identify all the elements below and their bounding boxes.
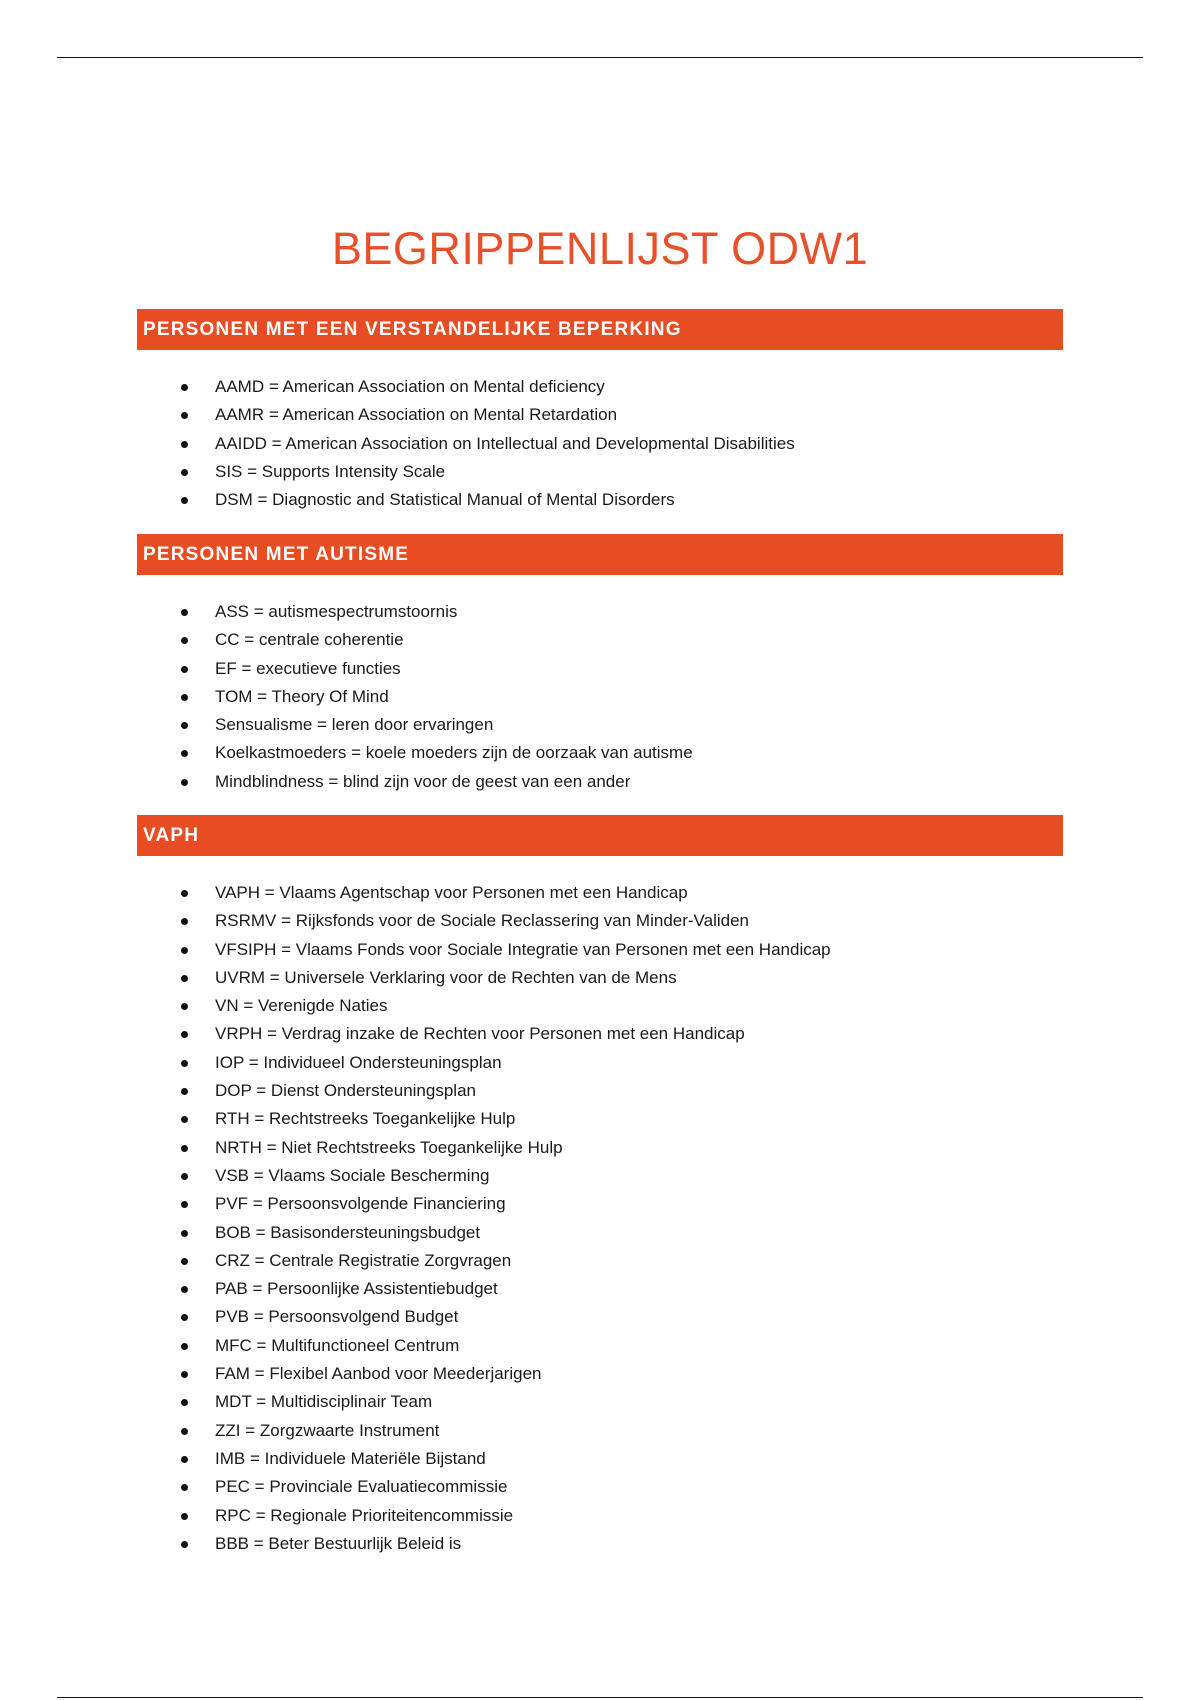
list-item [137,964,1063,992]
term-definition: PEC = Provinciale Evaluatiecommissie [215,1477,508,1497]
list-item [137,1303,1063,1331]
list-item [137,486,1063,514]
term-list [137,879,1063,1558]
bullet-icon [181,890,188,897]
bullet-icon [181,918,188,925]
term-definition: BBB = Beter Bestuurlijk Beleid is [215,1533,462,1553]
bullet-icon [181,469,188,476]
term-definition: DSM = Diagnostic and Statistical Manual of Mental Disorders [215,490,675,510]
bullet-icon [181,975,188,982]
list-item [137,1077,1063,1105]
list-item [137,1445,1063,1473]
section-heading: PERSONEN MET AUTISME [137,534,1063,575]
bullet-icon [181,1286,188,1293]
bullet-icon [181,1060,188,1067]
term-definition: FAM = Flexibel Aanbod voor Meederjarigen [215,1364,542,1384]
bullet-icon [181,637,188,644]
list-item [137,626,1063,654]
bullet-icon [181,947,188,954]
term-definition: AAIDD = American Association on Intellectual and Developmental Disabilities [215,433,795,453]
list-item [137,598,1063,626]
bullet-icon [181,384,188,391]
section-heading: PERSONEN MET EEN VERSTANDELIJKE BEPERKING [137,309,1063,350]
term-definition: PVB = Persoonsvolgend Budget [215,1307,459,1327]
term-definition: PAB = Persoonlijke Assistentiebudget [215,1279,498,1299]
bullet-icon [181,1399,188,1406]
bullet-icon [181,1314,188,1321]
bullet-icon [181,694,188,701]
bullet-icon [181,1371,188,1378]
list-item [137,1134,1063,1162]
list-item [137,992,1063,1020]
section-autisme [137,534,1063,796]
bullet-icon [181,1541,188,1548]
term-definition: SIS = Supports Intensity Scale [215,461,446,481]
term-definition: MDT = Multidisciplinair Team [215,1392,433,1412]
bullet-icon [181,779,188,786]
bullet-icon [181,497,188,504]
bullet-icon [181,1003,188,1010]
term-definition: DOP = Dienst Ondersteuningsplan [215,1081,476,1101]
bullet-icon [181,750,188,757]
list-item [137,458,1063,486]
list-item [137,1473,1063,1501]
bullet-icon [181,1456,188,1463]
list-item [137,1049,1063,1077]
bullet-icon [181,441,188,448]
bullet-icon [181,1145,188,1152]
bottom-rule [57,1697,1143,1698]
term-definition: CRZ = Centrale Registratie Zorgvragen [215,1250,512,1270]
list-item [137,683,1063,711]
top-rule [57,57,1143,58]
term-definition: IOP = Individueel Ondersteuningsplan [215,1052,502,1072]
bullet-icon [181,1201,188,1208]
document-title: BEGRIPPENLIJST ODW1 [331,223,869,274]
term-definition: AAMR = American Association on Mental Retardation [215,405,618,425]
term-definition: Koelkastmoeders = koele moeders zijn de oorzaak van autisme [215,743,693,763]
term-definition: NRTH = Niet Rechtstreeks Toegankelijke Hulp [215,1137,563,1157]
term-definition: EF = executieve functies [215,658,401,678]
list-item [137,1219,1063,1247]
term-definition: MFC = Multifunctioneel Centrum [215,1335,460,1355]
term-definition: RTH = Rechtstreeks Toegankelijke Hulp [215,1109,516,1129]
list-item [137,739,1063,767]
term-definition: PVF = Persoonsvolgende Financiering [215,1194,506,1214]
term-definition: ASS = autismespectrumstoornis [215,602,458,621]
term-definition: BOB = Basisondersteuningsbudget [215,1222,481,1242]
bullet-icon [181,1428,188,1435]
list-item [137,907,1063,935]
section-heading: VAPH [137,815,1063,856]
list-item [137,655,1063,683]
bullet-icon [181,1031,188,1038]
list-item [137,1417,1063,1445]
list-item [137,1020,1063,1048]
term-definition: VAPH = Vlaams Agentschap voor Personen met een Handicap [215,883,688,902]
list-item [137,1502,1063,1530]
bullet-icon [181,1116,188,1123]
list-item [137,768,1063,796]
term-definition: RPC = Regionale Prioriteitencommissie [215,1505,514,1525]
term-definition: IMB = Individuele Materiële Bijstand [215,1448,486,1468]
term-definition: ZZI = Zorgzwaarte Instrument [215,1420,440,1440]
term-definition: VN = Verenigde Naties [215,996,388,1016]
term-definition: VFSIPH = Vlaams Fonds voor Sociale Integratie van Personen met een Handicap [215,939,831,959]
section-verstandelijke-beperking [137,309,1063,514]
list-item [137,430,1063,458]
list-item [137,373,1063,401]
list-item [137,1530,1063,1558]
term-definition: TOM = Theory Of Mind [215,686,389,706]
term-list [137,373,1063,514]
list-item [137,1360,1063,1388]
term-definition: CC = centrale coherentie [215,630,404,650]
list-item [137,1190,1063,1218]
term-definition: UVRM = Universele Verklaring voor de Rechten van de Mens [215,967,677,987]
term-list [137,598,1063,796]
list-item [137,936,1063,964]
term-definition: AAMD = American Association on Mental deficiency [215,377,605,396]
bullet-icon [181,609,188,616]
bullet-icon [181,1088,188,1095]
list-item [137,879,1063,907]
bullet-icon [181,1258,188,1265]
term-definition: VSB = Vlaams Sociale Bescherming [215,1165,490,1185]
list-item [137,1247,1063,1275]
list-item [137,1105,1063,1133]
list-item [137,1162,1063,1190]
bullet-icon [181,722,188,729]
bullet-icon [181,412,188,419]
bullet-icon [181,1343,188,1350]
term-definition: VRPH = Verdrag inzake de Rechten voor Personen met een Handicap [215,1024,745,1044]
term-definition: Mindblindness = blind zijn voor de geest van een ander [215,771,631,791]
bullet-icon [181,1513,188,1520]
section-vaph [137,815,1063,1558]
bullet-icon [181,1230,188,1237]
bullet-icon [181,666,188,673]
list-item [137,1332,1063,1360]
bullet-icon [181,1173,188,1180]
list-item [137,401,1063,429]
bullet-icon [181,1484,188,1491]
list-item [137,1388,1063,1416]
list-item [137,1275,1063,1303]
list-item [137,711,1063,739]
term-definition: Sensualisme = leren door ervaringen [215,715,494,735]
term-definition: RSRMV = Rijksfonds voor de Sociale Reclassering van Minder-Validen [215,911,750,931]
